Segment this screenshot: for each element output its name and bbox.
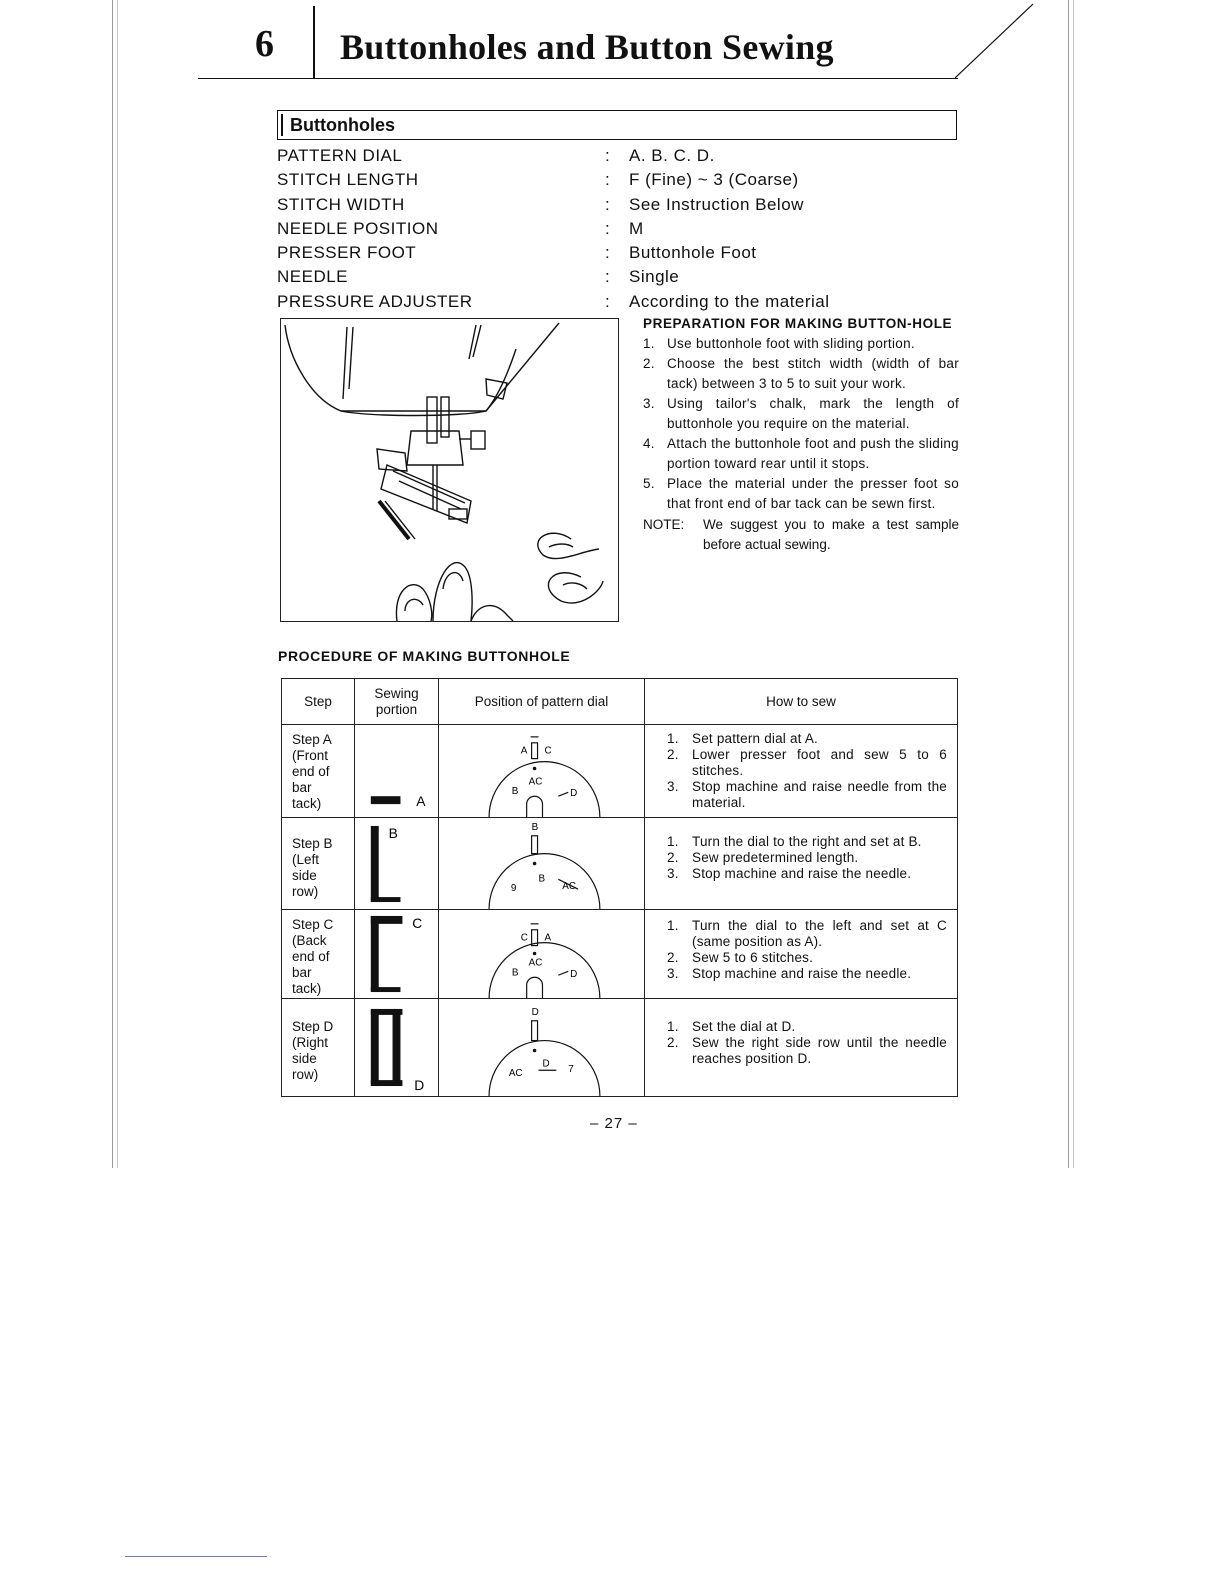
note-text: We suggest you to make a test sample before actual sewing.: [703, 517, 959, 552]
portion-letter: C: [412, 914, 423, 931]
instruction-text: Sew 5 to 6 stitches.: [692, 950, 814, 965]
preparation-section: [643, 314, 959, 555]
scan-edge-right: [1068, 0, 1074, 1168]
step-line: row): [292, 884, 319, 899]
setting-row: [277, 219, 957, 243]
instruction-number: 1.: [667, 918, 679, 933]
how-to-sew-cell: [645, 999, 958, 1097]
header-sewing-portion: Sewing portion: [355, 679, 439, 725]
dial-arc: [489, 762, 600, 817]
section-header: [277, 110, 957, 140]
step-line: tack): [292, 796, 322, 811]
dial-arc: [489, 943, 600, 998]
dial-label-right: C: [544, 745, 552, 757]
setting-label: PRESSURE ADJUSTER: [277, 291, 473, 311]
scan-edge-left: [112, 0, 118, 1168]
chapter-rule: [198, 78, 958, 79]
instruction-text: Turn the dial to the left and set at C (same position as A).: [692, 918, 947, 949]
settings-list: [277, 146, 957, 316]
setting-colon: :: [605, 218, 611, 238]
dial-dot: [533, 862, 537, 866]
step-line: Step B: [292, 836, 333, 851]
item-number: 4.: [643, 436, 655, 451]
preparation-item: [643, 474, 959, 514]
instruction-list: [645, 910, 957, 982]
instruction-item: [667, 850, 947, 866]
step-line: Step A: [292, 732, 332, 747]
how-to-sew-cell: [645, 818, 958, 910]
portion-letter: D: [414, 1076, 425, 1093]
instruction-text: Lower presser foot and sew 5 to 6 stitches.: [692, 747, 947, 778]
instruction-text: Stop machine and raise the needle.: [692, 966, 912, 981]
stitch-block: [393, 1009, 401, 1084]
dial-arc-right: D: [570, 788, 578, 800]
bar-tack-back-graphic: [355, 910, 438, 998]
pattern-dial-d: [439, 999, 644, 1096]
instruction-number: 2.: [667, 1035, 679, 1050]
dial-arc-mid: B: [538, 873, 546, 885]
setting-value: A. B. C. D.: [629, 146, 715, 165]
instruction-number: 3.: [667, 966, 679, 981]
instruction-item: [667, 1035, 947, 1067]
step-line: side: [292, 1051, 317, 1066]
preparation-item: [643, 334, 959, 354]
instruction-number: 2.: [667, 747, 679, 762]
dial-needle-slot: [527, 977, 543, 998]
pattern-dial-c: [439, 910, 644, 998]
table-row: [282, 999, 958, 1097]
step-line: (Left: [292, 852, 320, 867]
item-number: 5.: [643, 476, 655, 491]
dial-dot: [533, 1049, 537, 1053]
step-line: (Front: [292, 748, 329, 763]
instruction-text: Set pattern dial at A.: [692, 731, 818, 746]
chapter-title: Buttonholes and Button Sewing: [340, 27, 834, 67]
dial-dot: [533, 952, 537, 956]
setting-label: STITCH WIDTH: [277, 194, 405, 214]
item-text: Using tailor's chalk, mark the length of buttonhole you require on the material.: [667, 396, 959, 431]
dial-label-center: D: [531, 1006, 539, 1018]
setting-label: PATTERN DIAL: [277, 146, 403, 165]
preparation-item: [643, 434, 959, 474]
stitch-block: [371, 1080, 403, 1086]
setting-colon: :: [605, 170, 611, 190]
instruction-item: [667, 950, 947, 966]
table-header-row: [282, 679, 958, 725]
dial-arc-right: AC: [562, 881, 576, 893]
setting-row: [277, 195, 957, 219]
instruction-item: [667, 918, 947, 950]
setting-value: According to the material: [629, 291, 830, 311]
step-line: bar: [292, 965, 312, 980]
item-text: Place the material under the presser foot so that front end of bar tack can be sewn first.: [667, 476, 959, 511]
dial-arc-left: B: [511, 786, 519, 798]
sewing-portion-cell: [355, 910, 439, 999]
dial-arc-mid: AC: [528, 957, 543, 969]
pattern-dial-a: [439, 725, 644, 817]
step-cell: [282, 910, 355, 999]
instruction-text: Stop machine and raise needle from the material.: [692, 779, 947, 810]
instruction-text: Turn the dial to the right and set at B.: [692, 834, 922, 849]
stitch-block: [371, 796, 401, 804]
setting-value: Single: [629, 267, 680, 287]
chapter-number: 6: [255, 23, 274, 65]
dial-position-cell: [439, 999, 645, 1097]
procedure-table: [281, 678, 958, 1097]
note-label: NOTE:: [643, 517, 685, 532]
instruction-list: [645, 999, 957, 1067]
step-line: tack): [292, 981, 322, 996]
how-to-sew-cell: [645, 725, 958, 818]
setting-row: [277, 170, 957, 194]
dial-pointer-box: [532, 836, 538, 854]
dial-position-cell: [439, 910, 645, 999]
dial-position-cell: [439, 725, 645, 818]
step-line: Step C: [292, 917, 334, 932]
instruction-number: 3.: [667, 779, 679, 794]
setting-label: NEEDLE POSITION: [277, 218, 439, 238]
right-row-graphic: [355, 999, 438, 1096]
step-line: (Back: [292, 933, 327, 948]
chapter-divider: [313, 6, 315, 78]
instruction-number: 2.: [667, 950, 679, 965]
sewing-portion-cell: [355, 999, 439, 1097]
dial-arc-mid: D: [542, 1058, 550, 1070]
setting-colon: :: [605, 267, 611, 287]
left-row-graphic: [355, 818, 438, 909]
dial-label-left: C: [520, 932, 528, 944]
setting-colon: :: [605, 146, 611, 165]
setting-row: [277, 292, 957, 316]
stitch-block: [371, 987, 401, 992]
item-text: Attach the buttonhole foot and push the sliding portion toward rear until it stops.: [667, 436, 959, 471]
section-title: Buttonholes: [290, 115, 395, 135]
dial-arc-right: 7: [568, 1064, 574, 1076]
setting-row: [277, 267, 957, 291]
setting-value: Buttonhole Foot: [629, 243, 757, 263]
instruction-item: [667, 834, 947, 850]
dial-label-right: A: [544, 932, 552, 944]
dial-arrow: [558, 792, 568, 796]
setting-label: STITCH LENGTH: [277, 170, 419, 190]
item-text: Choose the best stitch width (width of bar tack) between 3 to 5 to suit your work.: [667, 356, 959, 391]
setting-colon: :: [605, 291, 611, 311]
table-row: [282, 818, 958, 910]
dial-dot: [533, 767, 537, 771]
header-step: Step: [282, 679, 355, 725]
step-cell: [282, 725, 355, 818]
header-how-to-sew: How to sew: [645, 679, 958, 725]
step-cell: [282, 818, 355, 910]
instruction-text: Set the dial at D.: [692, 1019, 796, 1034]
stitch-block: [371, 826, 379, 901]
step-line: bar: [292, 780, 312, 795]
instruction-number: 1.: [667, 834, 679, 849]
setting-row: [277, 243, 957, 267]
step-line: row): [292, 1067, 319, 1082]
sewing-portion-cell: [355, 818, 439, 910]
dial-arc-mid: AC: [528, 776, 543, 788]
instruction-number: 3.: [667, 866, 679, 881]
setting-value: See Instruction Below: [629, 194, 804, 214]
instruction-text: Sew predetermined length.: [692, 850, 859, 865]
instruction-text: Sew the right side row until the needle reaches position D.: [692, 1035, 947, 1066]
instruction-number: 1.: [667, 731, 679, 746]
table-row: [282, 725, 958, 818]
procedure-title: PROCEDURE OF MAKING BUTTONHOLE: [278, 648, 571, 664]
instruction-list: [645, 725, 957, 811]
setting-label: NEEDLE: [277, 267, 349, 287]
instruction-item: [667, 1019, 947, 1035]
instruction-text: Stop machine and raise the needle.: [692, 866, 912, 881]
chapter-corner-line: [955, 2, 1035, 80]
stitch-block: [371, 916, 379, 991]
instruction-item: [667, 731, 947, 747]
bar-tack-front-graphic: [355, 725, 438, 817]
item-number: 3.: [643, 396, 655, 411]
pattern-dial-b: [439, 818, 644, 909]
step-cell: [282, 999, 355, 1097]
buttonhole-foot-illustration: [280, 318, 619, 622]
step-line: Step D: [292, 1019, 334, 1034]
setting-label: PRESSER FOOT: [277, 243, 417, 263]
portion-letter: B: [388, 824, 398, 841]
step-line: side: [292, 868, 317, 883]
dial-label-left: A: [520, 745, 528, 757]
stitch-block: [371, 897, 401, 902]
instruction-item: [667, 747, 947, 779]
dial-arc-left: AC: [508, 1068, 523, 1080]
portion-letter: A: [416, 793, 426, 810]
instruction-number: 2.: [667, 850, 679, 865]
preparation-item: [643, 394, 959, 434]
step-line: end of: [292, 949, 330, 964]
dial-arc-right: D: [570, 969, 578, 981]
dial-needle-slot: [527, 796, 543, 817]
table-row: [282, 910, 958, 999]
preparation-title: PREPARATION FOR MAKING BUTTON-HOLE: [643, 316, 953, 331]
page-number: – 27 –: [590, 1115, 638, 1132]
how-to-sew-cell: [645, 910, 958, 999]
sewing-portion-cell: [355, 725, 439, 818]
dial-arc-left: B: [511, 967, 519, 979]
instruction-item: [667, 966, 947, 982]
dial-pointer-box: [532, 743, 538, 759]
stitch-block: [371, 1009, 379, 1084]
sewing-machine-drawing: [281, 319, 618, 621]
setting-value: M: [629, 218, 644, 238]
dial-label-center: B: [531, 821, 539, 833]
note: [643, 515, 959, 555]
item-number: 2.: [643, 356, 655, 371]
setting-colon: :: [605, 243, 611, 263]
header-dial-position: Position of pattern dial: [439, 679, 645, 725]
dial-pointer-box: [532, 1021, 538, 1041]
step-line: (Right: [292, 1035, 329, 1050]
item-text: Use buttonhole foot with sliding portion.: [667, 336, 915, 351]
footnote-rule: [125, 1556, 267, 1557]
item-number: 1.: [643, 336, 655, 351]
step-line: end of: [292, 764, 330, 779]
dial-arc-left: 9: [510, 883, 517, 895]
dial-position-cell: [439, 818, 645, 910]
setting-colon: :: [605, 194, 611, 214]
instruction-item: [667, 866, 947, 882]
instruction-list: [645, 818, 957, 882]
dial-arrow: [558, 971, 568, 975]
instruction-item: [667, 779, 947, 811]
setting-value: F (Fine) ~ 3 (Coarse): [629, 170, 799, 190]
instruction-number: 1.: [667, 1019, 679, 1034]
preparation-item: [643, 354, 959, 394]
setting-row: [277, 146, 957, 170]
